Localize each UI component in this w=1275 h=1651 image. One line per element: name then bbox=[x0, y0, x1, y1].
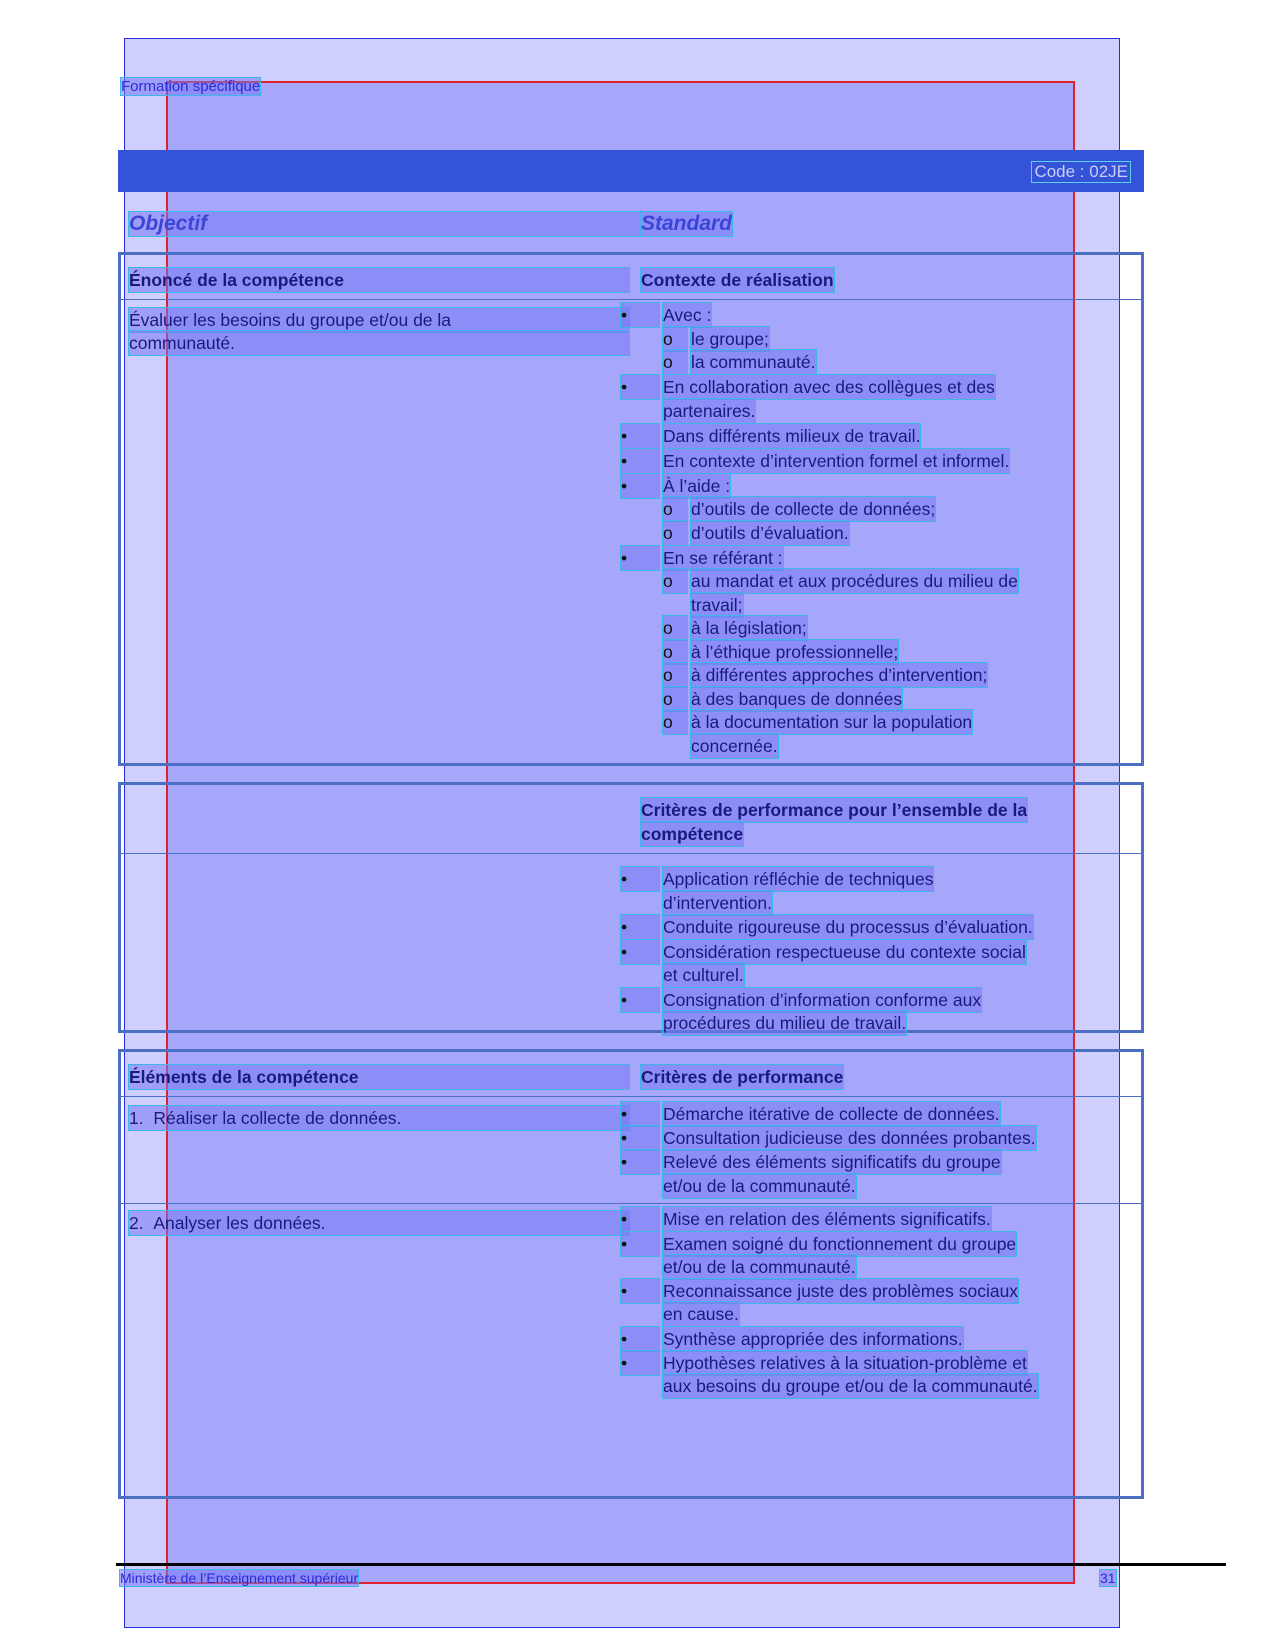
bullet-icon: • bbox=[621, 449, 659, 473]
list-item: Considération respectueuse du contexte social bbox=[663, 941, 1026, 962]
list-item: à des banques de données bbox=[691, 688, 903, 709]
list-item: Mise en relation des éléments significatifs. bbox=[663, 1209, 991, 1229]
list-item: travail; bbox=[691, 594, 743, 615]
bullet-icon: • bbox=[621, 940, 659, 964]
bullet-icon: • bbox=[621, 915, 659, 939]
objective-heading: Objectif bbox=[129, 212, 639, 236]
performance-overall-section bbox=[118, 782, 1144, 1033]
sub-bullet-icon: o bbox=[663, 687, 687, 711]
list-item: Reconnaissance juste des problèmes sociaux bbox=[663, 1281, 1019, 1301]
list-item: concernée. bbox=[691, 735, 778, 756]
bullet-icon: • bbox=[621, 375, 659, 399]
sub-bullet-icon: o bbox=[663, 327, 687, 351]
list-item: d’outils de collecte de données; bbox=[691, 499, 936, 519]
list-item: et culturel. bbox=[663, 965, 744, 985]
list-item: procédures du milieu de travail. bbox=[663, 1013, 907, 1033]
list-item: à la législation; bbox=[691, 618, 807, 638]
bullet-icon: • bbox=[621, 546, 659, 570]
list-item: Consultation judicieuse des données probantes. bbox=[663, 1128, 1036, 1148]
code-band bbox=[118, 150, 1144, 192]
elements-section bbox=[118, 1049, 1144, 1499]
list-item: Démarche itérative de collecte de données. bbox=[663, 1104, 1000, 1124]
context-heading: Contexte de réalisation bbox=[641, 270, 834, 290]
element-2-number: 2. bbox=[129, 1213, 144, 1233]
bullet-icon: • bbox=[621, 1351, 659, 1375]
bullet-icon: • bbox=[621, 1279, 659, 1303]
overall-criteria-heading-1: Critères de performance pour l’ensemble de la bbox=[641, 800, 1028, 820]
footer-rule bbox=[116, 1563, 1226, 1566]
sub-bullet-icon: o bbox=[663, 616, 687, 640]
element-2-text: Analyser les données. bbox=[153, 1213, 326, 1233]
sub-bullet-icon: o bbox=[663, 497, 687, 521]
bullet-icon: • bbox=[621, 1207, 659, 1231]
bullet-icon: • bbox=[621, 988, 659, 1012]
standard-heading: Standard bbox=[641, 212, 733, 235]
bullet-icon: • bbox=[621, 303, 659, 327]
statement-heading: Énoncé de la compétence bbox=[129, 268, 629, 292]
list-item: à l’éthique professionnelle; bbox=[691, 641, 899, 662]
row-separator bbox=[121, 1203, 1141, 1204]
list-item: la communauté. bbox=[691, 352, 816, 372]
list-item: au mandat et aux procédures du milieu de bbox=[691, 571, 1018, 591]
list-item: Relevé des éléments significatifs du groupe bbox=[663, 1152, 1001, 1172]
sub-bullet-icon: o bbox=[663, 640, 687, 664]
list-item: En se référant : bbox=[663, 547, 783, 568]
footer-ministry: Ministère de l’Enseignement supérieur bbox=[120, 1570, 359, 1586]
program-code: Code : 02JE bbox=[1034, 162, 1128, 181]
bullet-icon: • bbox=[621, 474, 659, 498]
list-item: En collaboration avec des collègues et des bbox=[663, 377, 995, 397]
bullet-icon: • bbox=[621, 1102, 659, 1126]
bullet-icon: • bbox=[621, 867, 659, 891]
list-item: et/ou de la communauté. bbox=[663, 1256, 856, 1277]
bullet-icon: • bbox=[621, 1232, 659, 1256]
statement-line-1: Évaluer les besoins du groupe et/ou de la bbox=[129, 308, 629, 332]
competence-section bbox=[118, 252, 1144, 766]
bullet-icon: • bbox=[621, 1327, 659, 1351]
element-1 bbox=[129, 1106, 629, 1130]
element-1-text: Réaliser la collecte de données. bbox=[153, 1108, 402, 1128]
overall-criteria-heading-2: compétence bbox=[641, 824, 744, 844]
element-1-number: 1. bbox=[129, 1108, 144, 1128]
list-item: Synthèse appropriée des informations. bbox=[663, 1328, 963, 1349]
list-item: Application réfléchie de techniques bbox=[663, 869, 934, 889]
list-item: aux besoins du groupe et/ou de la communauté. bbox=[663, 1376, 1038, 1396]
top-label: Formation spécifique bbox=[121, 78, 261, 95]
list-item: et/ou de la communauté. bbox=[663, 1176, 856, 1196]
list-item: partenaires. bbox=[663, 400, 756, 421]
list-item: Conduite rigoureuse du processus d’évaluation. bbox=[663, 917, 1033, 937]
criteria-heading: Critères de performance bbox=[641, 1067, 844, 1087]
sub-bullet-icon: o bbox=[663, 710, 687, 734]
sub-bullet-icon: o bbox=[663, 521, 687, 545]
list-item: d’outils d’évaluation. bbox=[691, 522, 849, 543]
sub-bullet-icon: o bbox=[663, 569, 687, 593]
element-2 bbox=[129, 1211, 629, 1235]
sub-bullet-icon: o bbox=[663, 663, 687, 687]
page-number: 31 bbox=[1100, 1570, 1116, 1586]
list-item: Avec : bbox=[663, 305, 712, 325]
list-item: En contexte d’intervention formel et informel. bbox=[663, 450, 1010, 471]
bullet-icon: • bbox=[621, 1150, 659, 1174]
list-item: Dans différents milieux de travail. bbox=[663, 425, 921, 446]
statement-line-2: communauté. bbox=[129, 331, 629, 355]
list-item: en cause. bbox=[663, 1304, 739, 1324]
list-item: le groupe; bbox=[691, 328, 769, 349]
list-item: à différentes approches d’intervention; bbox=[691, 665, 988, 685]
list-item: Consignation d’information conforme aux bbox=[663, 989, 982, 1010]
sub-bullet-icon: o bbox=[663, 350, 687, 374]
list-item: à la documentation sur la population bbox=[691, 712, 973, 732]
elements-heading: Éléments de la compétence bbox=[129, 1065, 629, 1089]
list-item: Hypothèses relatives à la situation-problème et bbox=[663, 1353, 1027, 1373]
list-item: À l’aide : bbox=[663, 475, 731, 496]
bullet-icon: • bbox=[621, 424, 659, 448]
bullet-icon: • bbox=[621, 1126, 659, 1150]
list-item: Examen soigné du fonctionnement du groupe bbox=[663, 1233, 1017, 1254]
list-item: d’intervention. bbox=[663, 892, 772, 913]
